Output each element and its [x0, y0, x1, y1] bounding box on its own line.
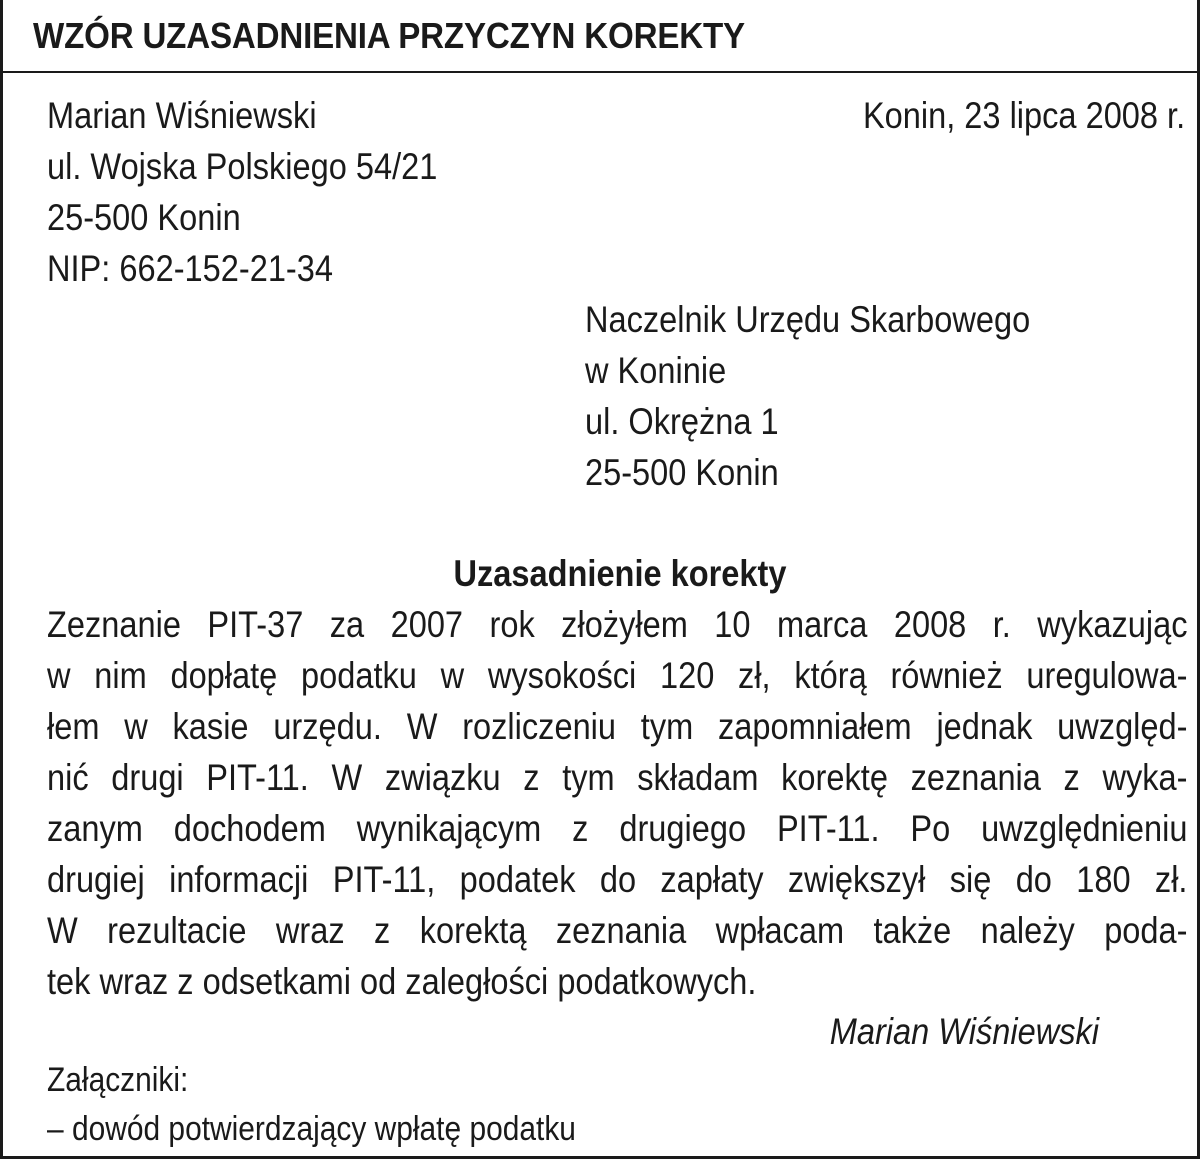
body-line: tek wraz z odsetkami od zaległości podatkowych.: [47, 961, 757, 1002]
section-heading: Uzasadnienie korekty: [453, 553, 787, 594]
document-header: [3, 0, 1197, 73]
recipient-line-4: 25-500 Konin: [585, 452, 779, 493]
body-line: Zeznanie PIT-37 za 2007 rok złożyłem 10 marca 2008 r. wykazując: [47, 604, 1187, 645]
attachments-label: Załączniki:: [47, 1061, 189, 1099]
sender-nip: NIP: 662-152-21-34: [47, 248, 333, 289]
recipient-line-3: ul. Okrężna 1: [585, 401, 779, 442]
place-and-date: Konin, 23 lipca 2008 r.: [862, 95, 1185, 136]
body-line: W rezultacie wraz z korektą zeznania wpłacam także należy poda-: [47, 910, 1187, 951]
body-line: nić drugi PIT-11. W związku z tym składam korektę zeznania z wyka-: [47, 757, 1187, 798]
attachment-item: – dowód potwierdzający wpłatę podatku: [47, 1110, 576, 1148]
signature: Marian Wiśniewski: [829, 1011, 1099, 1052]
sender-name: Marian Wiśniewski: [47, 95, 317, 136]
recipient-line-2: w Koninie: [585, 350, 727, 391]
body-line: w nim dopłatę podatku w wysokości 120 zł, którą również uregulowa-: [47, 655, 1187, 696]
document-title: WZÓR UZASADNIENIA PRZYCZYN KOREKTY: [33, 14, 745, 56]
sender-city: 25-500 Konin: [47, 197, 241, 238]
recipient-line-1: Naczelnik Urzędu Skarbowego: [585, 299, 1031, 340]
sender-street: ul. Wojska Polskiego 54/21: [47, 146, 438, 187]
body-line: łem w kasie urzędu. W rozliczeniu tym zapomniałem jednak uwzględ-: [47, 706, 1187, 747]
body-line: drugiej informacji PIT-11, podatek do zapłaty zwiększył się do 180 zł.: [47, 859, 1187, 900]
body-line: zanym dochodem wynikającym z drugiego PIT-11. Po uwzględnieniu: [47, 808, 1187, 849]
